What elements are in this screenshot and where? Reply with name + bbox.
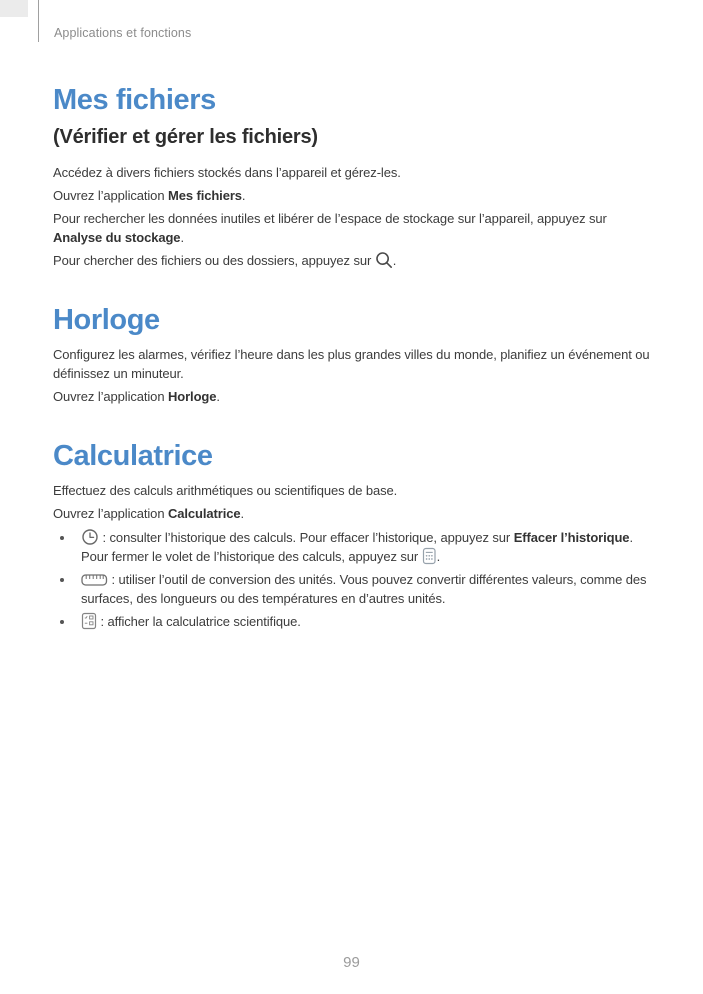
text-segment: Ouvrez l’application [53,389,168,404]
scientific-calculator-icon [81,612,97,631]
app-name-bold: Calculatrice [167,506,241,521]
app-name-bold: Mes fichiers [167,188,242,203]
text-segment: . [436,549,441,564]
bullet-dot [60,536,64,540]
paragraph [53,387,653,406]
search-icon [375,251,393,270]
app-name-bold: Horloge [167,389,217,404]
list-item-converter [53,570,653,608]
paragraph [53,251,653,270]
page-number: 99 [343,954,360,971]
chapter-header: Applications et fonctions [54,26,192,40]
paragraph [53,186,653,205]
bullet-dot [60,620,64,624]
text-segment: : utiliser l’outil de conversion des unités. Vous pouvez convertir différentes valeurs, comme des surfaces, des longueurs ou des températures en d’autres unités. [81,572,647,606]
text-segment: Effectuez des calculs arithmétiques ou scientifiques de base. [53,483,398,498]
text-segment: . [180,230,184,245]
text-segment: Pour rechercher les données inutiles et libérer de l’espace de stockage sur l’appareil, appuyez sur [53,211,607,226]
list-item-history [53,528,653,566]
ruler-icon [81,570,108,589]
paragraph [53,345,653,383]
history-icon [81,528,99,547]
text-segment: : afficher la calculatrice scientifique. [97,614,301,629]
section-subtitle-mes-fichiers: (Vérifier et gérer les fichiers) [53,126,318,148]
paragraph [53,209,653,247]
text-segment: . Pour fermer le volet de l’historique des calculs, appuyez sur [81,530,633,564]
calculator-icon [422,547,437,566]
section-horloge [53,304,653,406]
page-corner-mark [0,0,28,17]
menu-label-bold: Analyse du stockage [53,230,181,245]
list-item-scientific [53,612,653,631]
feature-bullet-list [53,528,653,631]
text-segment: : consulter l’historique des calculs. Pour effacer l’historique, appuyez sur [99,530,514,545]
page-content [53,84,653,635]
text-segment: Pour chercher des fichiers ou des dossiers, appuyez sur [53,253,375,268]
paragraph [53,163,653,182]
text-segment: . [240,506,244,521]
menu-label-bold: Effacer l’historique [513,530,630,545]
section-mes-fichiers [53,84,653,270]
text-segment: Ouvrez l’application [53,506,168,521]
text-segment: . [216,389,220,404]
section-title-calculatrice: Calculatrice [53,440,213,472]
text-segment: . [392,253,397,268]
section-calculatrice [53,440,653,631]
section-title-horloge: Horloge [53,304,160,336]
paragraph [53,504,653,523]
section-title-mes-fichiers: Mes fichiers [53,84,216,116]
header-divider-rule [38,0,39,42]
text-segment: Accédez à divers fichiers stockés dans l’appareil et gérez-les. [53,165,401,180]
text-segment: Ouvrez l’application [53,188,168,203]
text-segment: . [241,188,246,203]
bullet-dot [60,578,64,582]
text-segment: Configurez les alarmes, vérifiez l’heure dans les plus grandes villes du monde, planifiez un événement ou définissez un minuteur. [53,347,650,381]
paragraph [53,481,653,500]
